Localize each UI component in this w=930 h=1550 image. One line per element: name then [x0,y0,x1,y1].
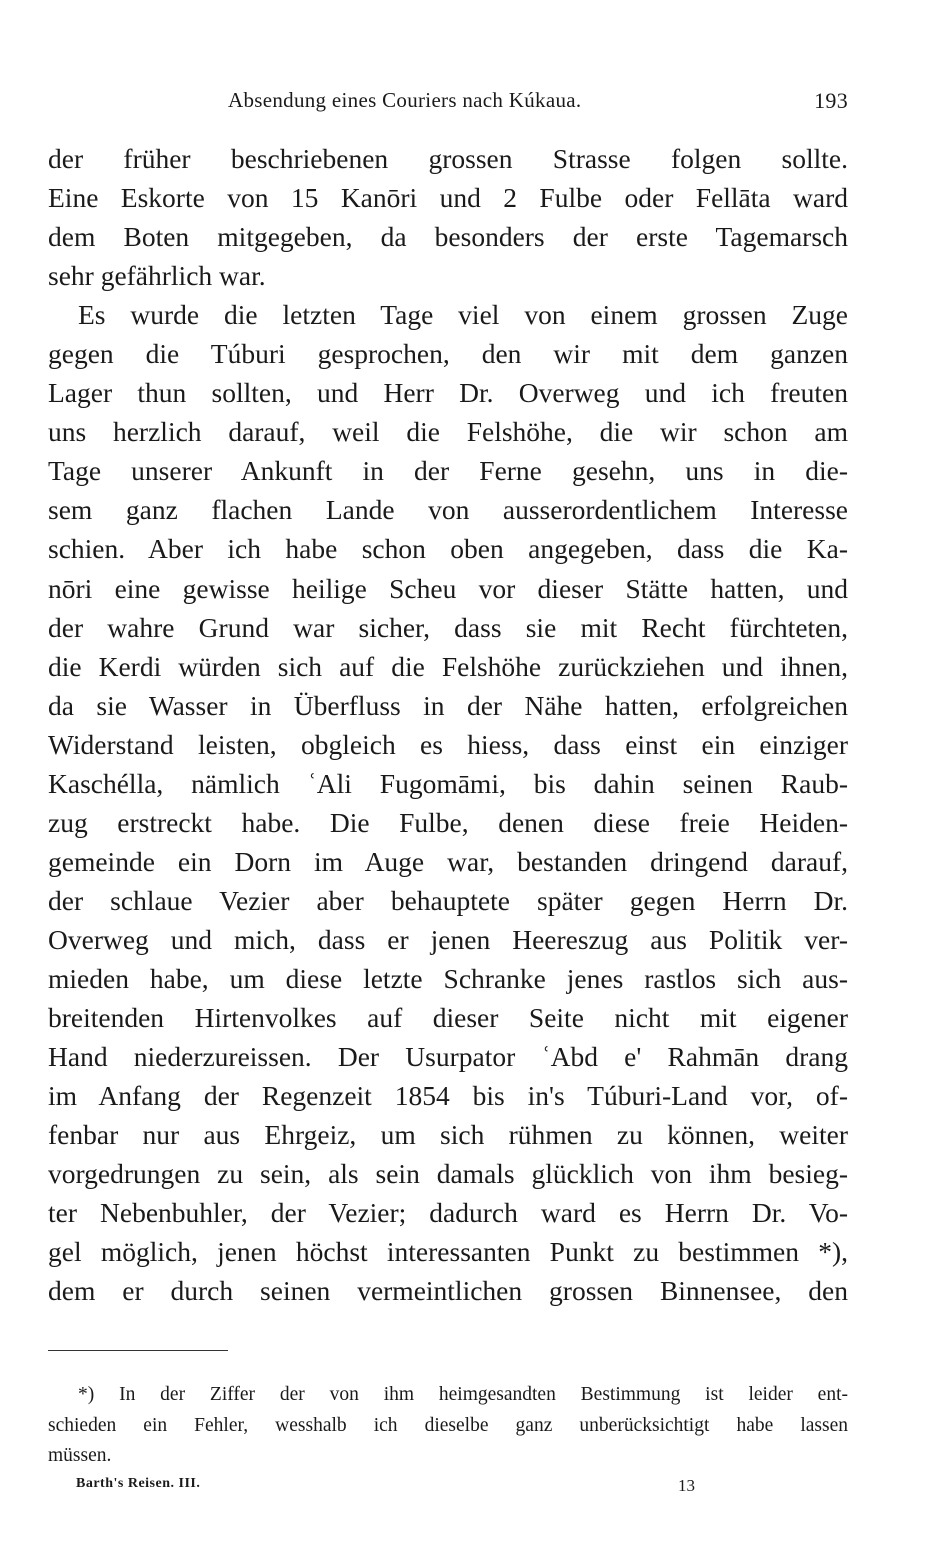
text-line: sehr gefährlich war. [48,260,266,292]
text-line: zug erstreckt habe. Die Fulbe, denen diese freie Heiden- [48,806,848,838]
text-line: nōri eine gewisse heilige Scheu vor dieser Stätte hatten, und [48,572,848,604]
text-line: Hand niederzureissen. Der Usurpator ʿAbd e' Rahmān drang [48,1041,848,1073]
text-line: im Anfang der Regenzeit 1854 bis in's Túburi-Land vor, of- [48,1080,848,1112]
text-line: breitenden Hirtenvolkes auf dieser Seite nicht mit eigener [48,1002,848,1034]
text-line: Widerstand leisten, obgleich es hiess, dass einst ein einziger [48,728,848,760]
running-head [48,88,848,118]
text-line: Overweg und mich, dass er jenen Heereszug aus Politik ver- [48,923,848,955]
text-line: Lager thun sollten, und Herr Dr. Overweg und ich freuten [48,377,848,409]
text-line: dem er durch seinen vermeintlichen grossen Binnensee, den [48,1275,848,1307]
page-footer [48,1476,848,1498]
text-line: mieden habe, um diese letzte Schranke jenes rastlos sich aus- [48,962,848,994]
footnote-divider [48,1350,228,1351]
running-title: Absendung eines Couriers nach Kúkaua. [228,88,582,112]
text-line: gel möglich, jenen höchst interessanten Punkt zu bestimmen *), [48,1236,848,1268]
text-line: der schlaue Vezier aber behauptete später gegen Herrn Dr. [48,884,848,916]
sheet-number: 13 [678,1476,695,1495]
text-line: gegen die Túburi gesprochen, den wir mit dem ganzen [48,338,848,370]
text-line: vorgedrungen zu sein, als sein damals glücklich von ihm besieg- [48,1158,848,1190]
text-line: Tage unserer Ankunft in der Ferne gesehn, uns in die- [48,455,848,487]
footnote-line: müssen. [48,1445,112,1466]
text-line: sem ganz flachen Lande von ausserordentlichem Interesse [48,494,848,526]
printer-signature: Barth's Reisen. III. [76,1476,201,1491]
text-line: Eine Eskorte von 15 Kanōri und 2 Fulbe oder Fellāta ward [48,182,848,214]
body-text [48,139,848,1310]
text-line: der früher beschriebenen grossen Strasse folgen sollte. [48,143,848,174]
text-line: uns herzlich darauf, weil die Felshöhe, die wir schon am [48,416,848,448]
text-line: Kaschélla, nämlich ʿAli Fugomāmi, bis dahin seinen Raub- [48,767,848,799]
page-number: 193 [814,88,848,113]
text-line: ter Nebenbuhler, der Vezier; dadurch ward es Herrn Dr. Vo- [48,1197,848,1229]
text-line: da sie Wasser in Überfluss in der Nähe hatten, erfolgreichen [48,689,848,721]
text-line: fenbar nur aus Ehrgeiz, um sich rühmen zu können, weiter [48,1119,848,1151]
text-line: schien. Aber ich habe schon oben angegeben, dass die Ka- [48,533,848,565]
footnote-line: *) In der Ziffer der von ihm heimgesandten Bestimmung ist leider ent- [78,1384,848,1405]
text-line: gemeinde ein Dorn im Auge war, bestanden dringend darauf, [48,845,848,877]
footnote-line: schieden ein Fehler, wesshalb ich dieselbe ganz unberücksichtigt habe lassen [48,1414,848,1436]
footnote [48,1380,848,1472]
text-line: dem Boten mitgegeben, da besonders der erste Tagemarsch [48,221,848,253]
paragraph-start-line: Es wurde die letzten Tage viel von einem grossen Zuge [78,299,848,331]
text-line: der wahre Grund war sicher, dass sie mit Recht fürchteten, [48,611,848,643]
text-line: die Kerdi würden sich auf die Felshöhe zurückziehen und ihnen, [48,650,848,682]
